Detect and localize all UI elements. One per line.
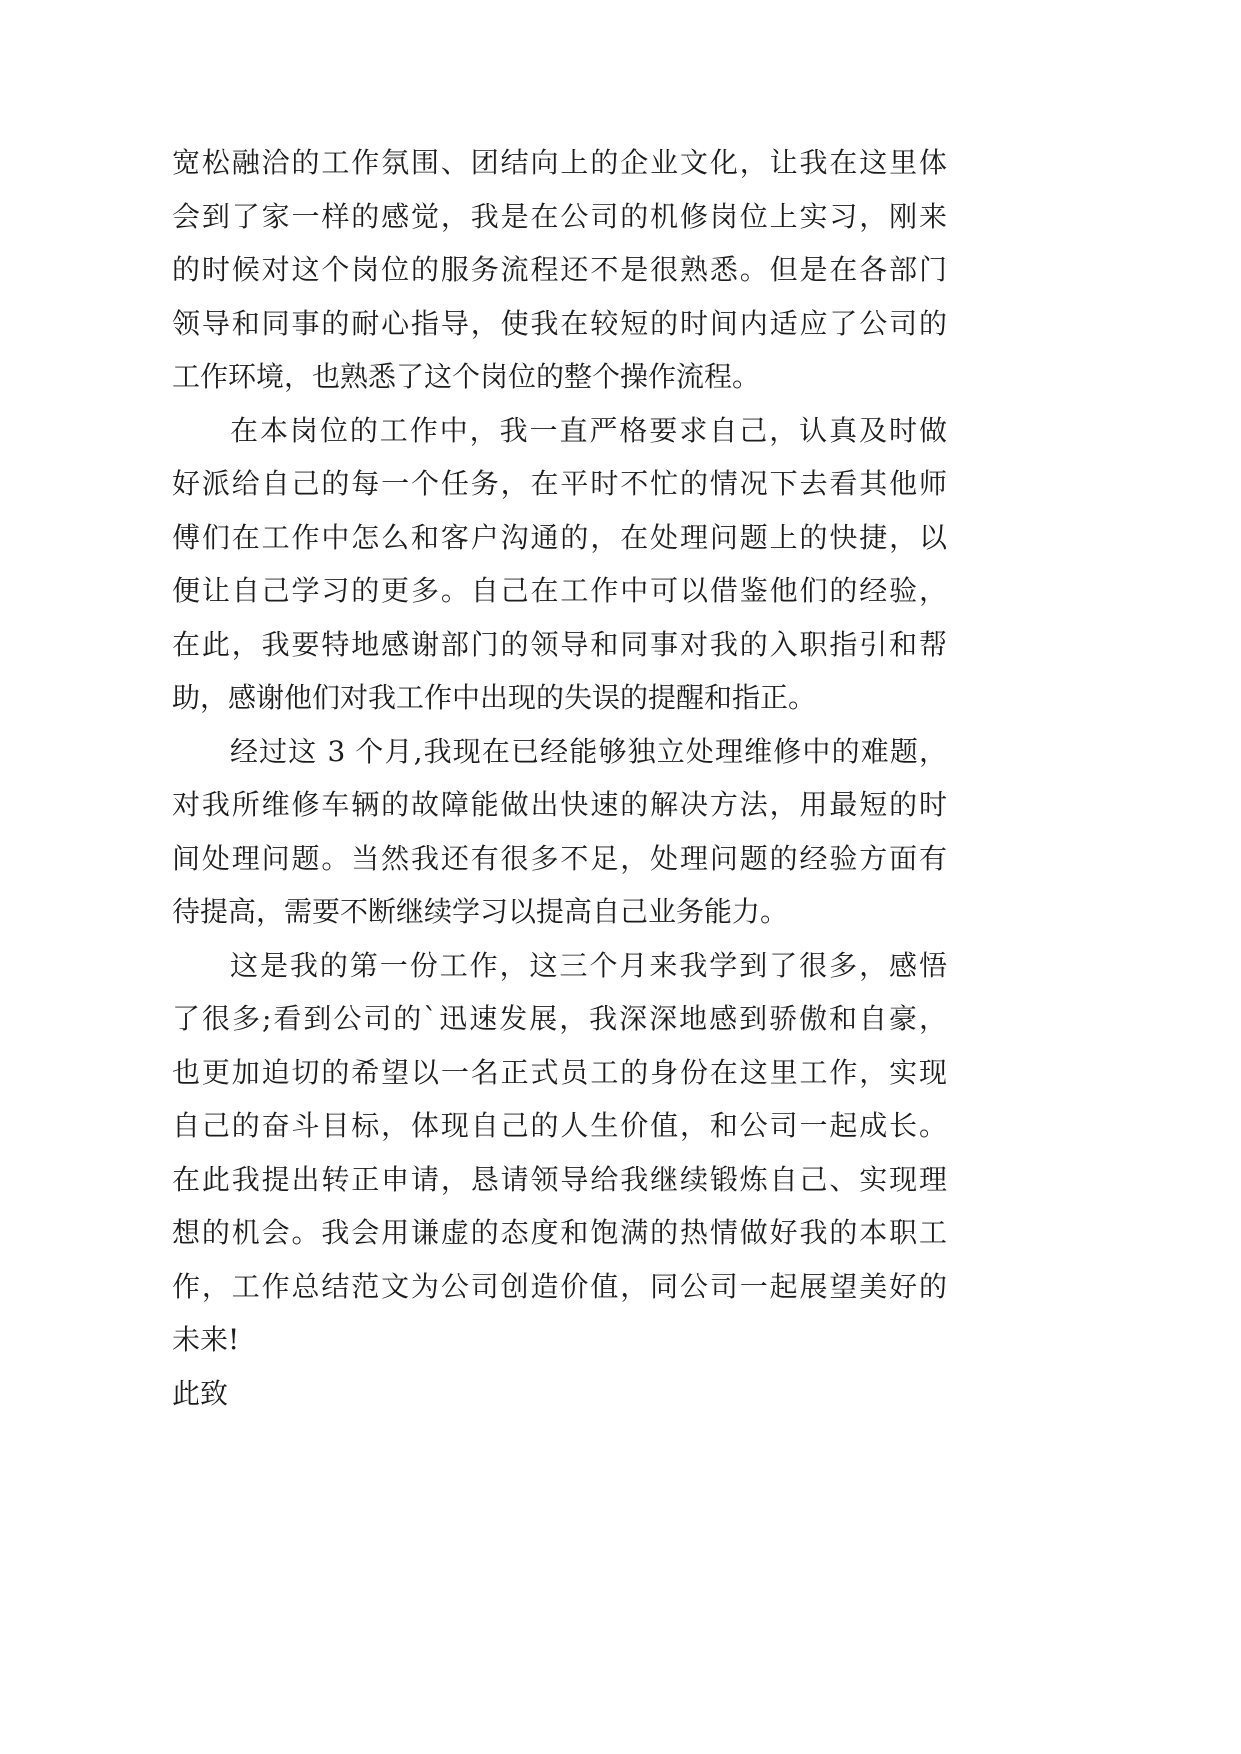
text-line: 在此我提出转正申请，恳请领导给我继续锻炼自己、实现理 — [172, 1162, 947, 1196]
closing-salutation: 此致 — [172, 1376, 229, 1410]
text-line: 未来! — [172, 1323, 240, 1356]
text-line: 助，感谢他们对我工作中出现的失误的提醒和指正。 — [172, 681, 817, 714]
text-line: 宽松融洽的工作氛围、团结向上的企业文化，让我在这里体 — [172, 146, 947, 179]
text-line: 对我所维修车辆的故障能做出快速的解决方法，用最短的时 — [172, 788, 947, 821]
text-line: 待提高，需要不断继续学习以提高自己业务能力。 — [172, 895, 789, 928]
text-line: 傅们在工作中怎么和客户沟通的，在处理问题上的快捷，以 — [172, 520, 947, 554]
text-line: 好派给自己的每一个任务，在平时不忙的情况下去看其他师 — [172, 467, 947, 500]
text-line: 在此，我要特地感谢部门的领导和同事对我的入职指引和帮 — [172, 627, 947, 661]
paragraph-first-line: 在本岗位的工作中，我一直严格要求自己，认真及时做 — [230, 413, 947, 447]
text-line: 的时候对这个岗位的服务流程还不是很熟悉。但是在各部门 — [172, 253, 947, 286]
text-line: 领导和同事的耐心指导，使我在较短的时间内适应了公司的 — [172, 306, 947, 340]
text-line: 会到了家一样的感觉，我是在公司的机修岗位上实习，刚来 — [172, 199, 947, 233]
text-line: 了很多;看到公司的`迅速发展，我深深地感到骄傲和自豪， — [172, 1002, 947, 1035]
text-line: 自己的奋斗目标，体现自己的人生价值，和公司一起成长。 — [172, 1109, 947, 1142]
document-body — [172, 136, 947, 1420]
paragraph-first-line: 经过这 3 个月,我现在已经能够独立处理维修中的难题， — [230, 734, 947, 768]
text-line: 便让自己学习的更多。自己在工作中可以借鉴他们的经验， — [172, 574, 947, 607]
paragraph-first-line: 这是我的第一份工作，这三个月来我学到了很多，感悟 — [230, 948, 947, 982]
text-line: 间处理问题。当然我还有很多不足，处理问题的经验方面有 — [172, 841, 947, 875]
text-line: 也更加迫切的希望以一名正式员工的身份在这里工作，实现 — [172, 1055, 947, 1089]
text-line: 工作环境，也熟悉了这个岗位的整个操作流程。 — [172, 360, 761, 393]
text-line: 想的机会。我会用谦虚的态度和饱满的热情做好我的本职工 — [172, 1216, 947, 1249]
text-line: 作，工作总结范文为公司创造价值，同公司一起展望美好的 — [172, 1269, 947, 1303]
